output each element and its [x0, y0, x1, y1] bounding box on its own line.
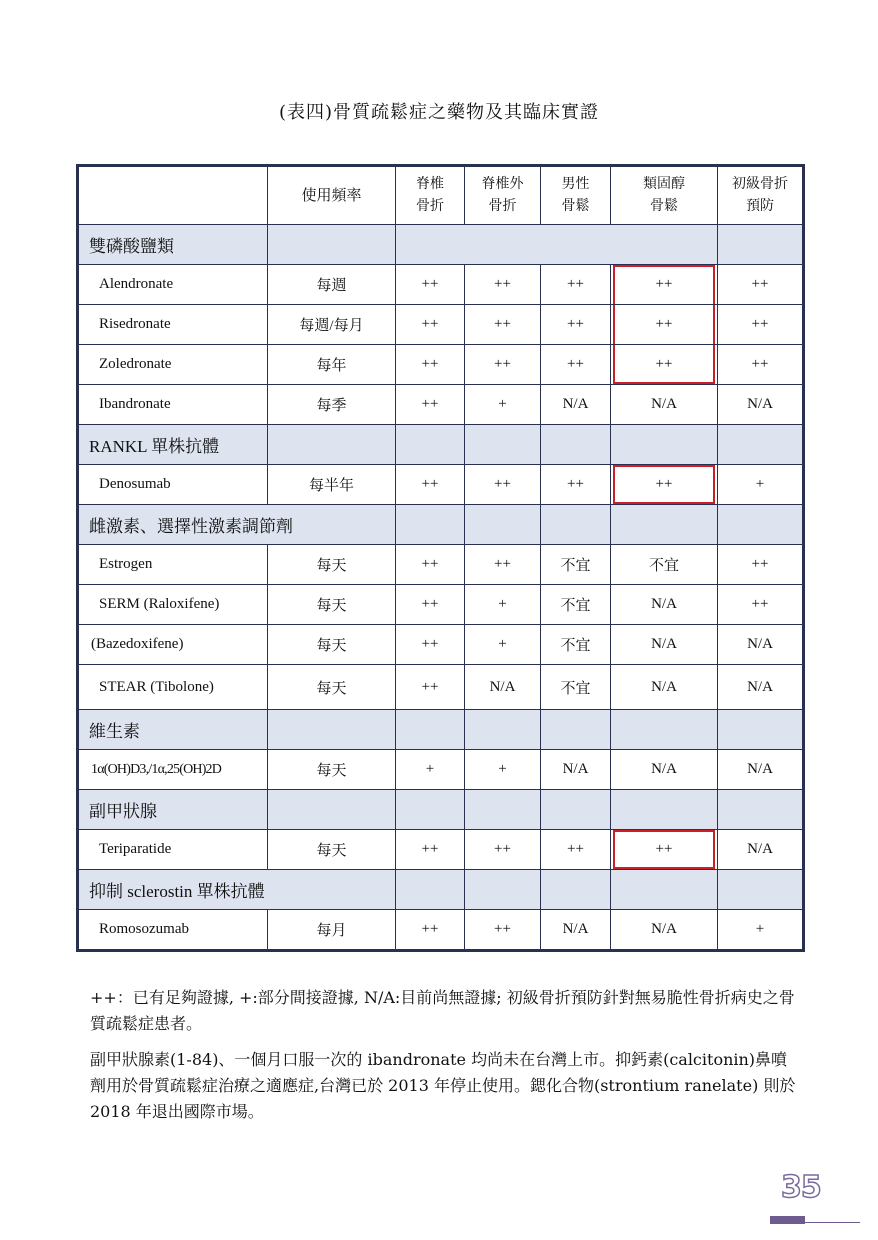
evidence-cell: N/A [611, 385, 718, 425]
evidence-cell: N/A [541, 385, 611, 425]
table-row [78, 585, 804, 625]
evidence-cell: ++ [465, 830, 541, 870]
page-number: 35 [781, 1170, 821, 1205]
header-line: 預防 [746, 198, 774, 214]
drug-name: Alendronate [78, 265, 268, 305]
table-row [78, 625, 804, 665]
evidence-cell: N/A [718, 665, 804, 710]
table-row [78, 465, 804, 505]
frequency-cell: 每天 [268, 830, 396, 870]
header-cell [718, 166, 804, 225]
evidence-cell: N/A [718, 750, 804, 790]
evidence-cell: + [465, 750, 541, 790]
category-label: 副甲狀腺 [78, 790, 268, 830]
evidence-cell-highlighted: ++ [611, 305, 718, 345]
evidence-cell: ++ [718, 585, 804, 625]
header-line: 脊椎 [416, 176, 444, 192]
frequency-cell: 每半年 [268, 465, 396, 505]
evidence-cell: 不宜 [541, 585, 611, 625]
evidence-cell: ++ [465, 345, 541, 385]
evidence-cell: N/A [541, 910, 611, 951]
category-label: 維生素 [78, 710, 268, 750]
category-row [78, 710, 804, 750]
header-cell [611, 166, 718, 225]
frequency-cell: 每天 [268, 750, 396, 790]
legend-note: ++：已有足夠證據, +:部分間接證據, N/A:目前尚無證據; 初級骨折預防針對無易脆性骨折病史之骨質疏鬆症患者。 [90, 988, 795, 1033]
evidence-cell: 不宜 [541, 665, 611, 710]
frequency-cell: 每天 [268, 585, 396, 625]
frequency-cell: 每天 [268, 625, 396, 665]
header-cell [465, 166, 541, 225]
category-label: 雙磷酸鹽類 [78, 225, 268, 265]
frequency-cell: 每天 [268, 545, 396, 585]
header-line: 骨折 [416, 198, 444, 214]
evidence-cell: ++ [465, 465, 541, 505]
evidence-cell: N/A [541, 750, 611, 790]
evidence-cell: ++ [396, 910, 465, 951]
evidence-cell: N/A [465, 665, 541, 710]
header-cell: 使用頻率 [268, 166, 396, 225]
header-line: 類固醇 [643, 176, 685, 192]
evidence-cell: ++ [465, 265, 541, 305]
category-row [78, 425, 804, 465]
header-line: 男性 [561, 176, 590, 192]
evidence-cell: 不宜 [541, 625, 611, 665]
header-cell [541, 166, 611, 225]
evidence-cell-highlighted: ++ [611, 830, 718, 870]
drug-name: Estrogen [78, 545, 268, 585]
page-accent-line [805, 1222, 860, 1223]
drug-name: Risedronate [78, 305, 268, 345]
category-row [78, 790, 804, 830]
table-row [78, 910, 804, 951]
drug-name: Ibandronate [78, 385, 268, 425]
evidence-cell: N/A [611, 910, 718, 951]
table-row [78, 385, 804, 425]
evidence-cell: N/A [611, 585, 718, 625]
drug-name: Zoledronate [78, 345, 268, 385]
evidence-cell: 不宜 [541, 545, 611, 585]
page-accent-bar [770, 1216, 805, 1224]
table-row [78, 830, 804, 870]
drug-name: STEAR (Tibolone) [78, 665, 268, 710]
frequency-cell: 每週/每月 [268, 305, 396, 345]
evidence-cell: ++ [465, 545, 541, 585]
evidence-cell: + [718, 465, 804, 505]
header-cell [396, 166, 465, 225]
evidence-cell: ++ [541, 830, 611, 870]
category-label: 雌激素、選擇性激素調節劑 [78, 505, 396, 545]
evidence-cell: ++ [541, 465, 611, 505]
frequency-cell: 每月 [268, 910, 396, 951]
table-row [78, 265, 804, 305]
evidence-cell: ++ [718, 305, 804, 345]
drug-name: (Bazedoxifene) [78, 625, 268, 665]
market-note: 副甲狀腺素(1-84)、一個月口服一次的 ibandronate 均尚未在台灣上市。抑鈣素(calcitonin)鼻噴劑用於骨質疏鬆症治療之適應症,台灣已於 2013 年停止使用。鍶化合物(strontium ranelate) 則於 2018 年退出國際市場。 [90, 1050, 796, 1121]
header-line: 骨鬆 [561, 198, 590, 214]
evidence-cell: ++ [541, 265, 611, 305]
evidence-cell: + [396, 750, 465, 790]
evidence-cell: ++ [396, 830, 465, 870]
category-row [78, 505, 804, 545]
frequency-cell: 每天 [268, 665, 396, 710]
drug-evidence-table [76, 164, 805, 952]
table-header-row [78, 166, 804, 225]
evidence-cell-highlighted: ++ [611, 465, 718, 505]
evidence-cell: + [465, 625, 541, 665]
evidence-cell: + [465, 385, 541, 425]
evidence-cell: 不宜 [611, 545, 718, 585]
evidence-cell: ++ [718, 265, 804, 305]
evidence-cell: N/A [718, 830, 804, 870]
evidence-cell: ++ [465, 910, 541, 951]
evidence-cell: N/A [611, 665, 718, 710]
frequency-cell: 每季 [268, 385, 396, 425]
category-label: RANKL 單株抗體 [78, 425, 268, 465]
table-row [78, 750, 804, 790]
evidence-cell: ++ [396, 345, 465, 385]
drug-name: Teriparatide [78, 830, 268, 870]
drug-name: 1α(OH)D3,/1α,25(OH)2D [78, 750, 268, 790]
header-line: 骨鬆 [650, 198, 678, 214]
evidence-cell: N/A [718, 625, 804, 665]
category-row [78, 870, 804, 910]
header-cell [78, 166, 268, 225]
evidence-cell: N/A [611, 625, 718, 665]
table-title: (表四)骨質疏鬆症之藥物及其臨床實證 [278, 102, 600, 123]
evidence-cell: ++ [396, 265, 465, 305]
evidence-cell: ++ [396, 625, 465, 665]
evidence-cell: ++ [465, 305, 541, 345]
evidence-cell: ++ [396, 305, 465, 345]
evidence-cell: ++ [396, 465, 465, 505]
evidence-cell: N/A [611, 750, 718, 790]
drug-name: SERM (Raloxifene) [78, 585, 268, 625]
evidence-cell: ++ [396, 545, 465, 585]
evidence-cell: ++ [396, 385, 465, 425]
header-line: 脊椎外 [481, 176, 524, 192]
evidence-cell: ++ [396, 585, 465, 625]
header-line: 初級骨折 [732, 176, 788, 192]
drug-name: Denosumab [78, 465, 268, 505]
drug-name: Romosozumab [78, 910, 268, 951]
evidence-cell: + [718, 910, 804, 951]
evidence-cell-highlighted: ++ [611, 345, 718, 385]
category-label: 抑制 sclerostin 單株抗體 [78, 870, 396, 910]
evidence-cell: N/A [718, 385, 804, 425]
table-row [78, 345, 804, 385]
frequency-cell: 每週 [268, 265, 396, 305]
header-line: 骨折 [488, 198, 517, 214]
evidence-cell: ++ [718, 545, 804, 585]
table-row [78, 545, 804, 585]
evidence-cell-highlighted: ++ [611, 265, 718, 305]
evidence-cell: ++ [718, 345, 804, 385]
category-row [78, 225, 804, 265]
table-row [78, 665, 804, 710]
evidence-cell: + [465, 585, 541, 625]
evidence-cell: ++ [541, 305, 611, 345]
footnotes [90, 985, 800, 1135]
frequency-cell: 每年 [268, 345, 396, 385]
evidence-cell: ++ [541, 345, 611, 385]
evidence-cell: ++ [396, 665, 465, 710]
table-row [78, 305, 804, 345]
